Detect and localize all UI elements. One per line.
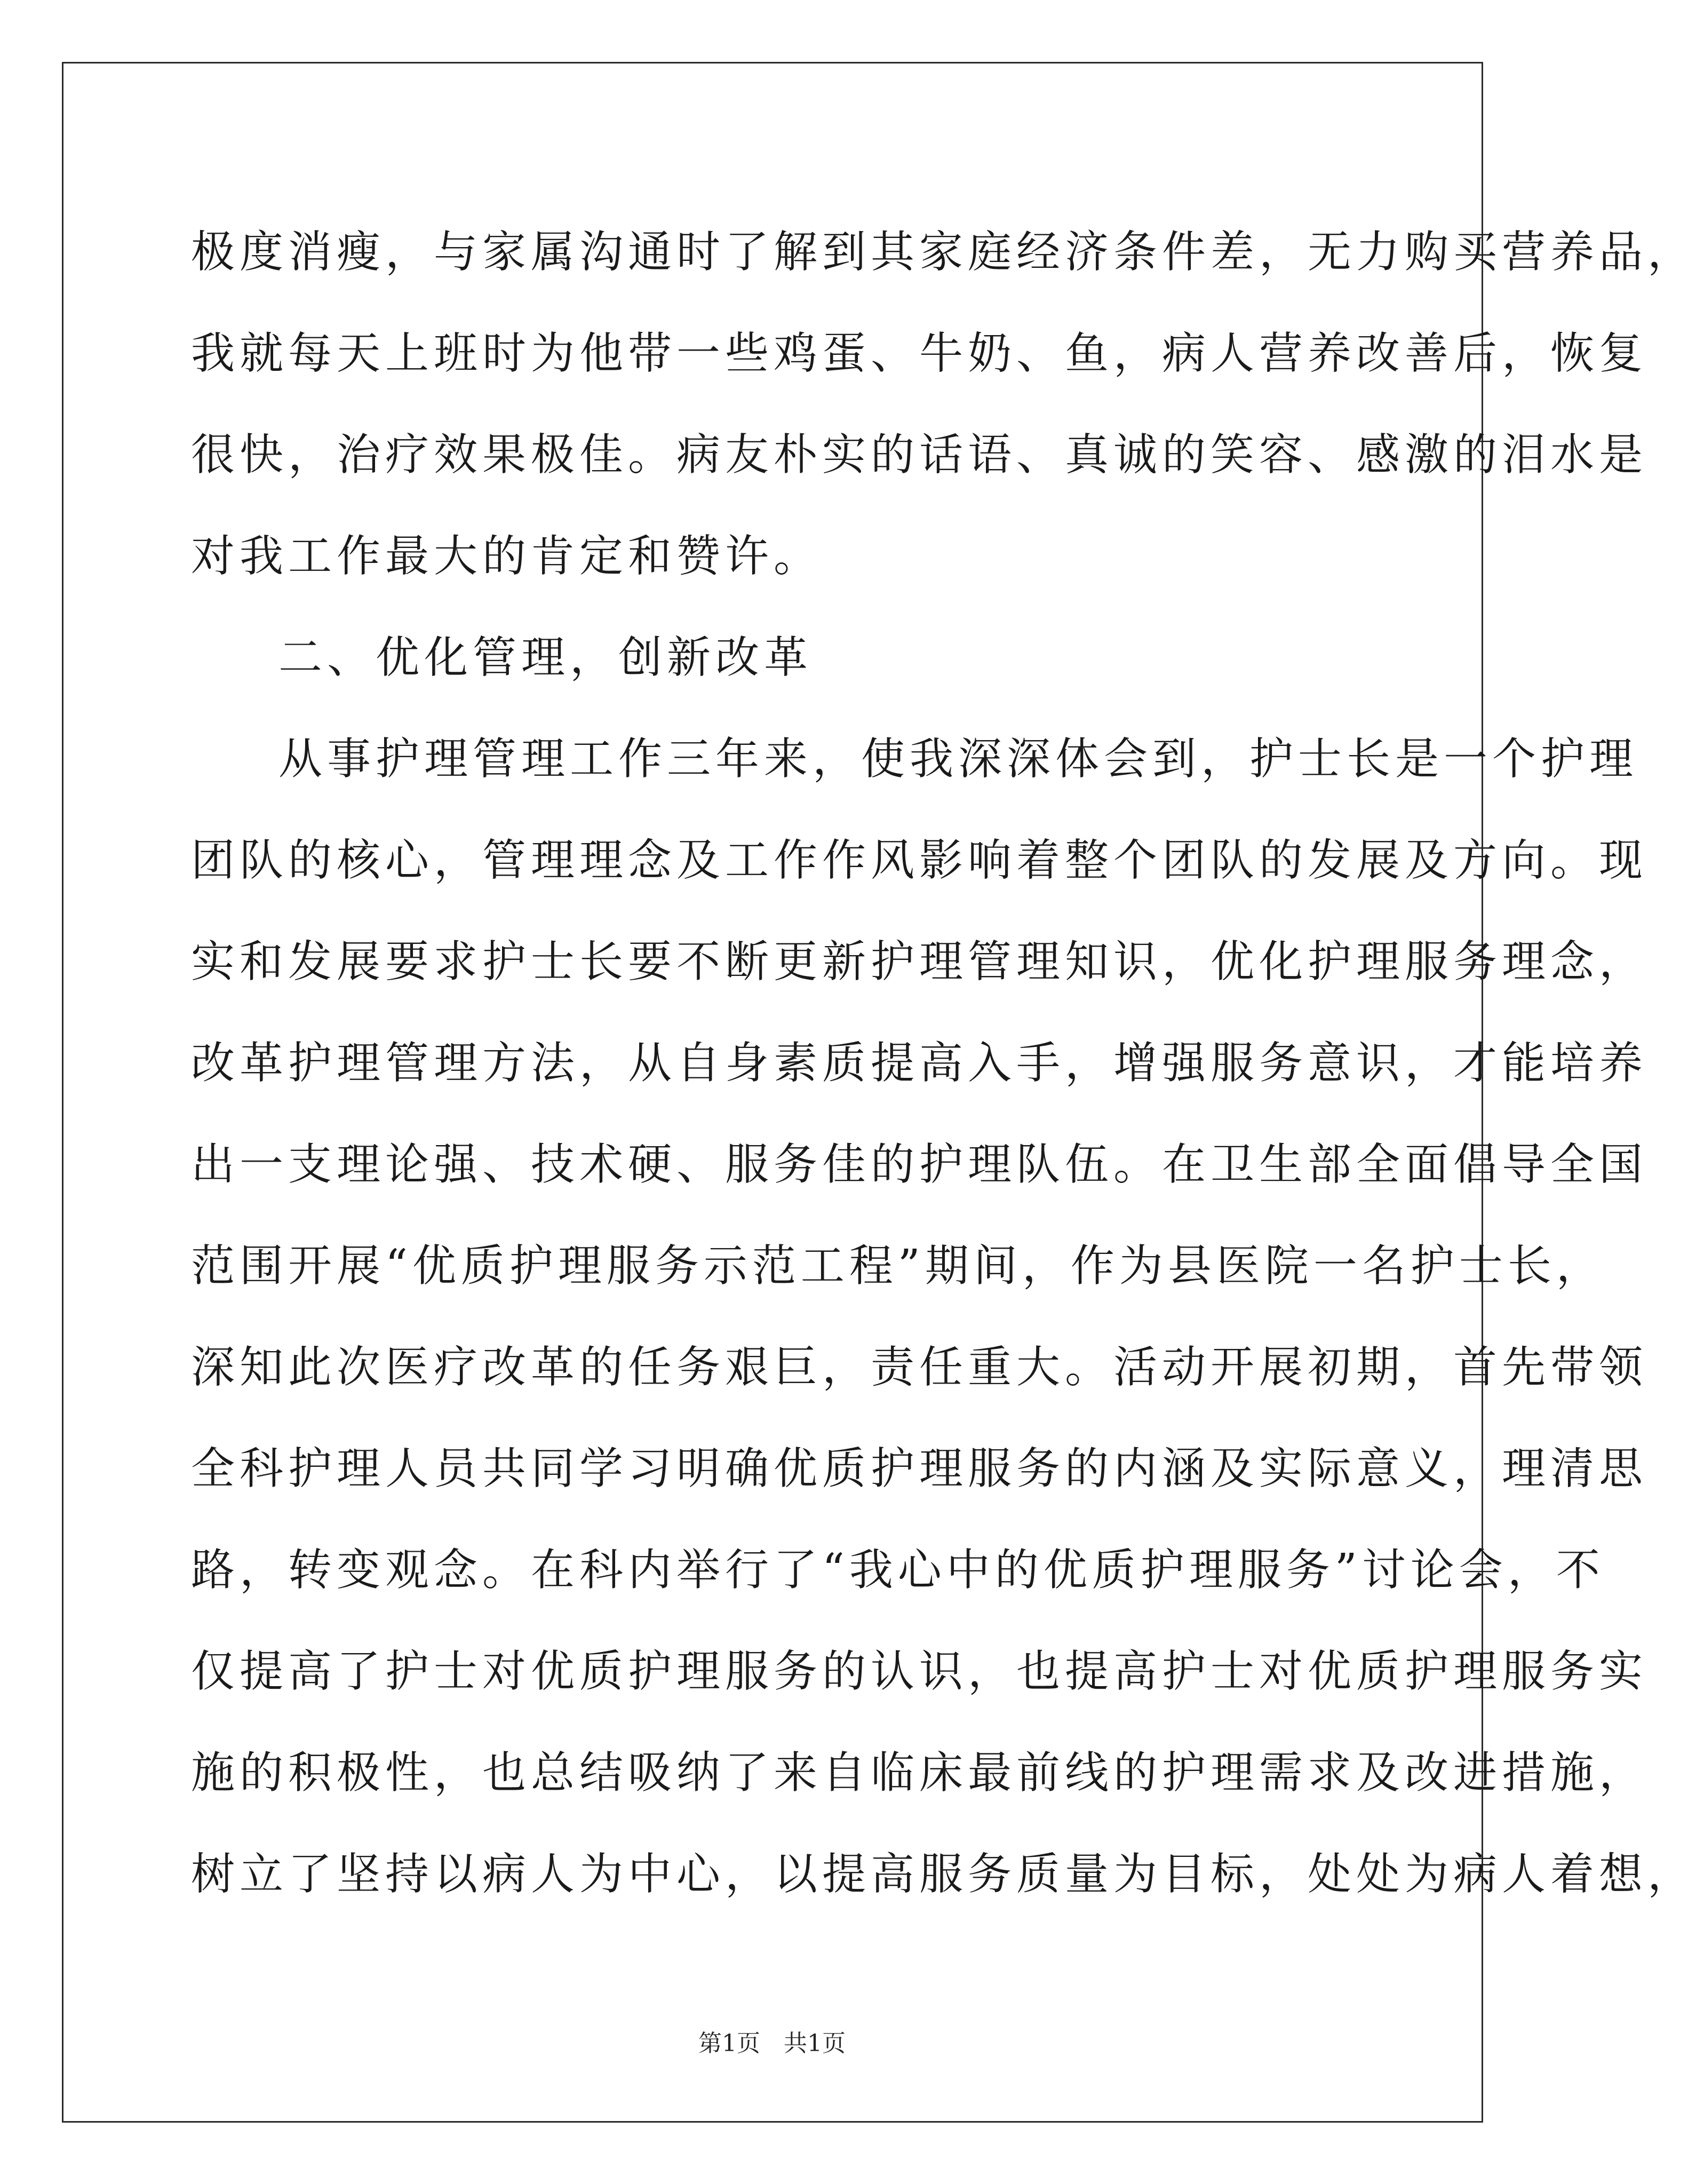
text-line: 极度消瘦，与家属沟通时了解到其家庭经济条件差，无力购买营养品， [191, 227, 1696, 277]
text-line: 对我工作最大的肯定和赞许。 [191, 531, 823, 582]
text-line: 深知此次医疗改革的任务艰巨，责任重大。活动开展初期，首先带领 [191, 1342, 1648, 1393]
text-line: 实和发展要求护士长要不断更新护理管理知识，优化护理服务理念， [191, 936, 1648, 987]
text-line: 仅提高了护士对优质护理服务的认识，也提高护士对优质护理服务实 [191, 1646, 1648, 1697]
text-line: 全科护理人员共同学习明确优质护理服务的内涵及实际意义，理清思 [191, 1443, 1648, 1494]
text-line: 路，转变观念。在科内举行了“我心中的优质护理服务”讨论会，不 [191, 1545, 1605, 1595]
text-line: 施的积极性，也总结吸纳了来自临床最前线的护理需求及改进措施， [191, 1748, 1648, 1798]
text-line: 改革护理管理方法，从自身素质提高入手，增强服务意识，才能培养 [191, 1038, 1648, 1089]
document-body [191, 202, 1696, 1925]
text-line: 团队的核心，管理理念及工作作风影响着整个团队的发展及方向。现 [191, 835, 1648, 886]
paragraph-first-line: 从事护理管理工作三年来，使我深深体会到，护士长是一个护理 [278, 734, 1638, 784]
text-line: 很快，治疗效果极佳。病友朴实的话语、真诚的笑容、感激的泪水是 [191, 430, 1648, 480]
section-heading: 二、优化管理，创新改革 [278, 632, 813, 683]
text-line: 我就每天上班时为他带一些鸡蛋、牛奶、鱼，病人营养改善后，恢复 [191, 328, 1648, 379]
page-number-footer: 第1页 共1页 [698, 2030, 846, 2057]
text-line: 出一支理论强、技术硬、服务佳的护理队伍。在卫生部全面倡导全国 [191, 1139, 1648, 1190]
text-line: 树立了坚持以病人为中心，以提高服务质量为目标，处处为病人着想， [191, 1849, 1696, 1900]
text-line: 范围开展“优质护理服务示范工程”期间，作为县医院一名护士长， [191, 1241, 1605, 1291]
